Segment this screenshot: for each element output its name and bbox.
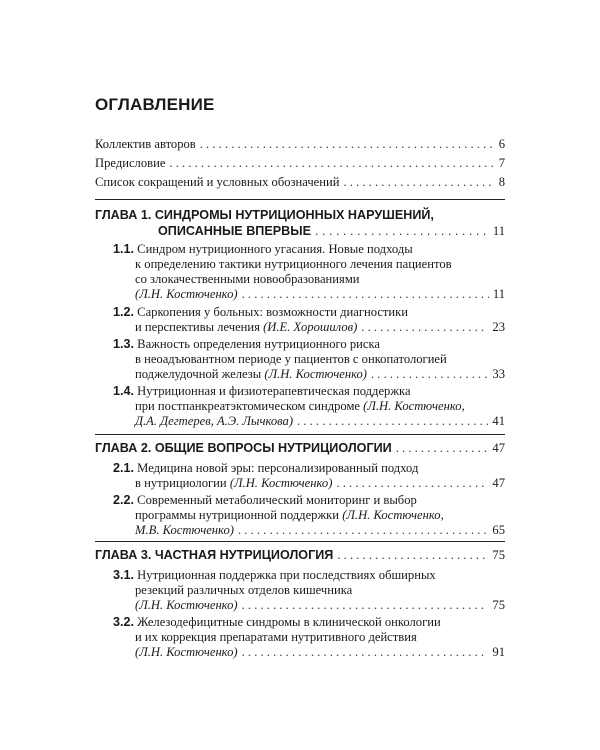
section-title-cont: в неоадъювантном периоде у пациентов с онкопатологией [135, 352, 447, 366]
section-author: (Л.Н. Костюченко, [363, 399, 465, 413]
chapter-1-title-cont[interactable] [158, 224, 505, 239]
section-title: Нутриционная и физиотерапевтическая поддержка [137, 384, 411, 398]
section-1-1[interactable] [113, 242, 413, 257]
leader-dots [343, 175, 494, 190]
leader-dots [371, 367, 488, 382]
toc-entry-label: Коллектив авторов [95, 137, 196, 151]
section-title-cont: и их коррекция препаратами нутритивного действия [135, 630, 417, 644]
section-number: 1.3. [113, 337, 135, 351]
chapter-2-entry[interactable] [95, 441, 505, 456]
section-author: (Л.Н. Костюченко) [264, 367, 367, 381]
section-title: Саркопения у больных: возможности диагностики [137, 305, 409, 319]
section-1-4-author-line[interactable] [135, 414, 505, 429]
chapter-3-title: ГЛАВА 3. ЧАСТНАЯ НУТРИЦИОЛОГИЯ [95, 548, 334, 562]
section-title-cont: резекций различных отделов кишечника [135, 583, 353, 597]
toc-page-number: 47 [492, 441, 505, 455]
toc-entry-label: Список сокращений и условных обозначений [95, 175, 340, 189]
section-1-2-author-line[interactable] [135, 320, 505, 335]
toc-page-number: 11 [492, 287, 505, 301]
section-title-cont: в нутрициологии [135, 476, 227, 490]
leader-dots [361, 320, 488, 335]
section-author: (Л.Н. Костюченко, [342, 508, 444, 522]
section-title-cont: и перспективы лечения [135, 320, 260, 334]
toc-page-number: 91 [492, 645, 505, 659]
divider [95, 199, 505, 200]
section-3-2-author-line[interactable] [135, 645, 505, 660]
section-2-2[interactable] [113, 493, 417, 508]
section-title-line2: программы нутриционной поддержки [135, 508, 340, 522]
leader-dots [238, 523, 488, 538]
toc-entry-authors[interactable] [95, 137, 505, 152]
section-author: (И.Е. Хорошилов) [263, 320, 358, 334]
toc-page-number: 75 [492, 598, 505, 612]
section-title: Важность определения нутриционного риска [137, 337, 380, 351]
section-number: 1.1. [113, 242, 135, 256]
page-title: ОГЛАВЛЕНИЕ [95, 95, 215, 114]
toc-entry-preface[interactable] [95, 156, 505, 171]
toc-page-number: 11 [492, 224, 505, 238]
section-number: 3.1. [113, 568, 135, 582]
section-number: 2.2. [113, 493, 135, 507]
section-2-1[interactable] [113, 461, 418, 476]
section-author: (Л.Н. Костюченко) [229, 476, 333, 490]
section-title: Нутриционная поддержка при последствиях обширных [137, 568, 436, 582]
section-1-1-author-line[interactable] [135, 287, 505, 302]
section-author: (Л.Н. Костюченко) [135, 645, 238, 659]
section-1-3-author-line[interactable] [135, 367, 505, 382]
toc-page-number: 8 [498, 175, 505, 189]
section-1-3[interactable] [113, 337, 380, 352]
leader-dots [242, 598, 489, 613]
chapter-2-title: ГЛАВА 2. ОБЩИЕ ВОПРОСЫ НУТРИЦИОЛОГИИ [95, 441, 392, 455]
leader-dots [337, 548, 488, 563]
leader-dots [242, 645, 489, 660]
section-number: 3.2. [113, 615, 135, 629]
leader-dots [242, 287, 489, 302]
section-number: 1.2. [113, 305, 135, 319]
section-3-2[interactable] [113, 615, 441, 630]
section-author-cont: Д.А. Дегтерев, А.Э. Лычкова) [135, 414, 294, 428]
divider [95, 434, 505, 435]
divider [95, 541, 505, 542]
section-title-line2: при постпанкреатэктомическом синдроме [135, 399, 361, 413]
toc-page-number: 7 [498, 156, 505, 170]
section-title-cont [135, 399, 465, 414]
section-3-1-author-line[interactable] [135, 598, 505, 613]
section-1-4[interactable] [113, 384, 411, 399]
toc-entry-label: Предисловие [95, 156, 166, 170]
leader-dots [396, 441, 489, 456]
section-title: Современный метаболический мониторинг и выбор [137, 493, 417, 507]
toc-page-number: 41 [492, 414, 505, 428]
toc-page-number: 47 [492, 476, 505, 490]
leader-dots [200, 137, 495, 152]
leader-dots [315, 224, 489, 239]
toc-entry-abbreviations[interactable] [95, 175, 505, 190]
chapter-1-title[interactable]: ГЛАВА 1. СИНДРОМЫ НУТРИЦИОННЫХ НАРУШЕНИЙ, [95, 208, 434, 222]
section-title-cont: со злокачественными новообразованиями [135, 272, 360, 286]
leader-dots [169, 156, 494, 171]
section-author: (Л.Н. Костюченко) [135, 287, 238, 301]
section-1-2[interactable] [113, 305, 408, 320]
section-author-cont: М.В. Костюченко) [135, 523, 234, 537]
section-number: 2.1. [113, 461, 135, 475]
section-title: Железодефицитные синдромы в клинической онкологии [137, 615, 441, 629]
leader-dots [336, 476, 488, 491]
toc-page-number: 33 [492, 367, 505, 381]
section-title-cont: к определению тактики нутриционного лечения пациентов [135, 257, 452, 271]
leader-dots [297, 414, 488, 429]
section-title: Медицина новой эры: персонализированный подход [137, 461, 419, 475]
section-title: Синдром нутриционного угасания. Новые подходы [137, 242, 413, 256]
section-title-cont: поджелудочной железы [135, 367, 262, 381]
section-author: (Л.Н. Костюченко) [135, 598, 238, 612]
chapter-3-entry[interactable] [95, 548, 505, 563]
toc-page-number: 75 [492, 548, 505, 562]
section-2-2-author-line[interactable] [135, 523, 505, 538]
toc-page-number: 23 [492, 320, 505, 334]
section-number: 1.4. [113, 384, 135, 398]
toc-page-number: 65 [492, 523, 505, 537]
chapter-1-title-line2: ОПИСАННЫЕ ВПЕРВЫЕ [158, 224, 311, 238]
section-2-1-author-line[interactable] [135, 476, 505, 491]
toc-page-number: 6 [498, 137, 505, 151]
section-title-cont [135, 508, 444, 523]
section-3-1[interactable] [113, 568, 436, 583]
